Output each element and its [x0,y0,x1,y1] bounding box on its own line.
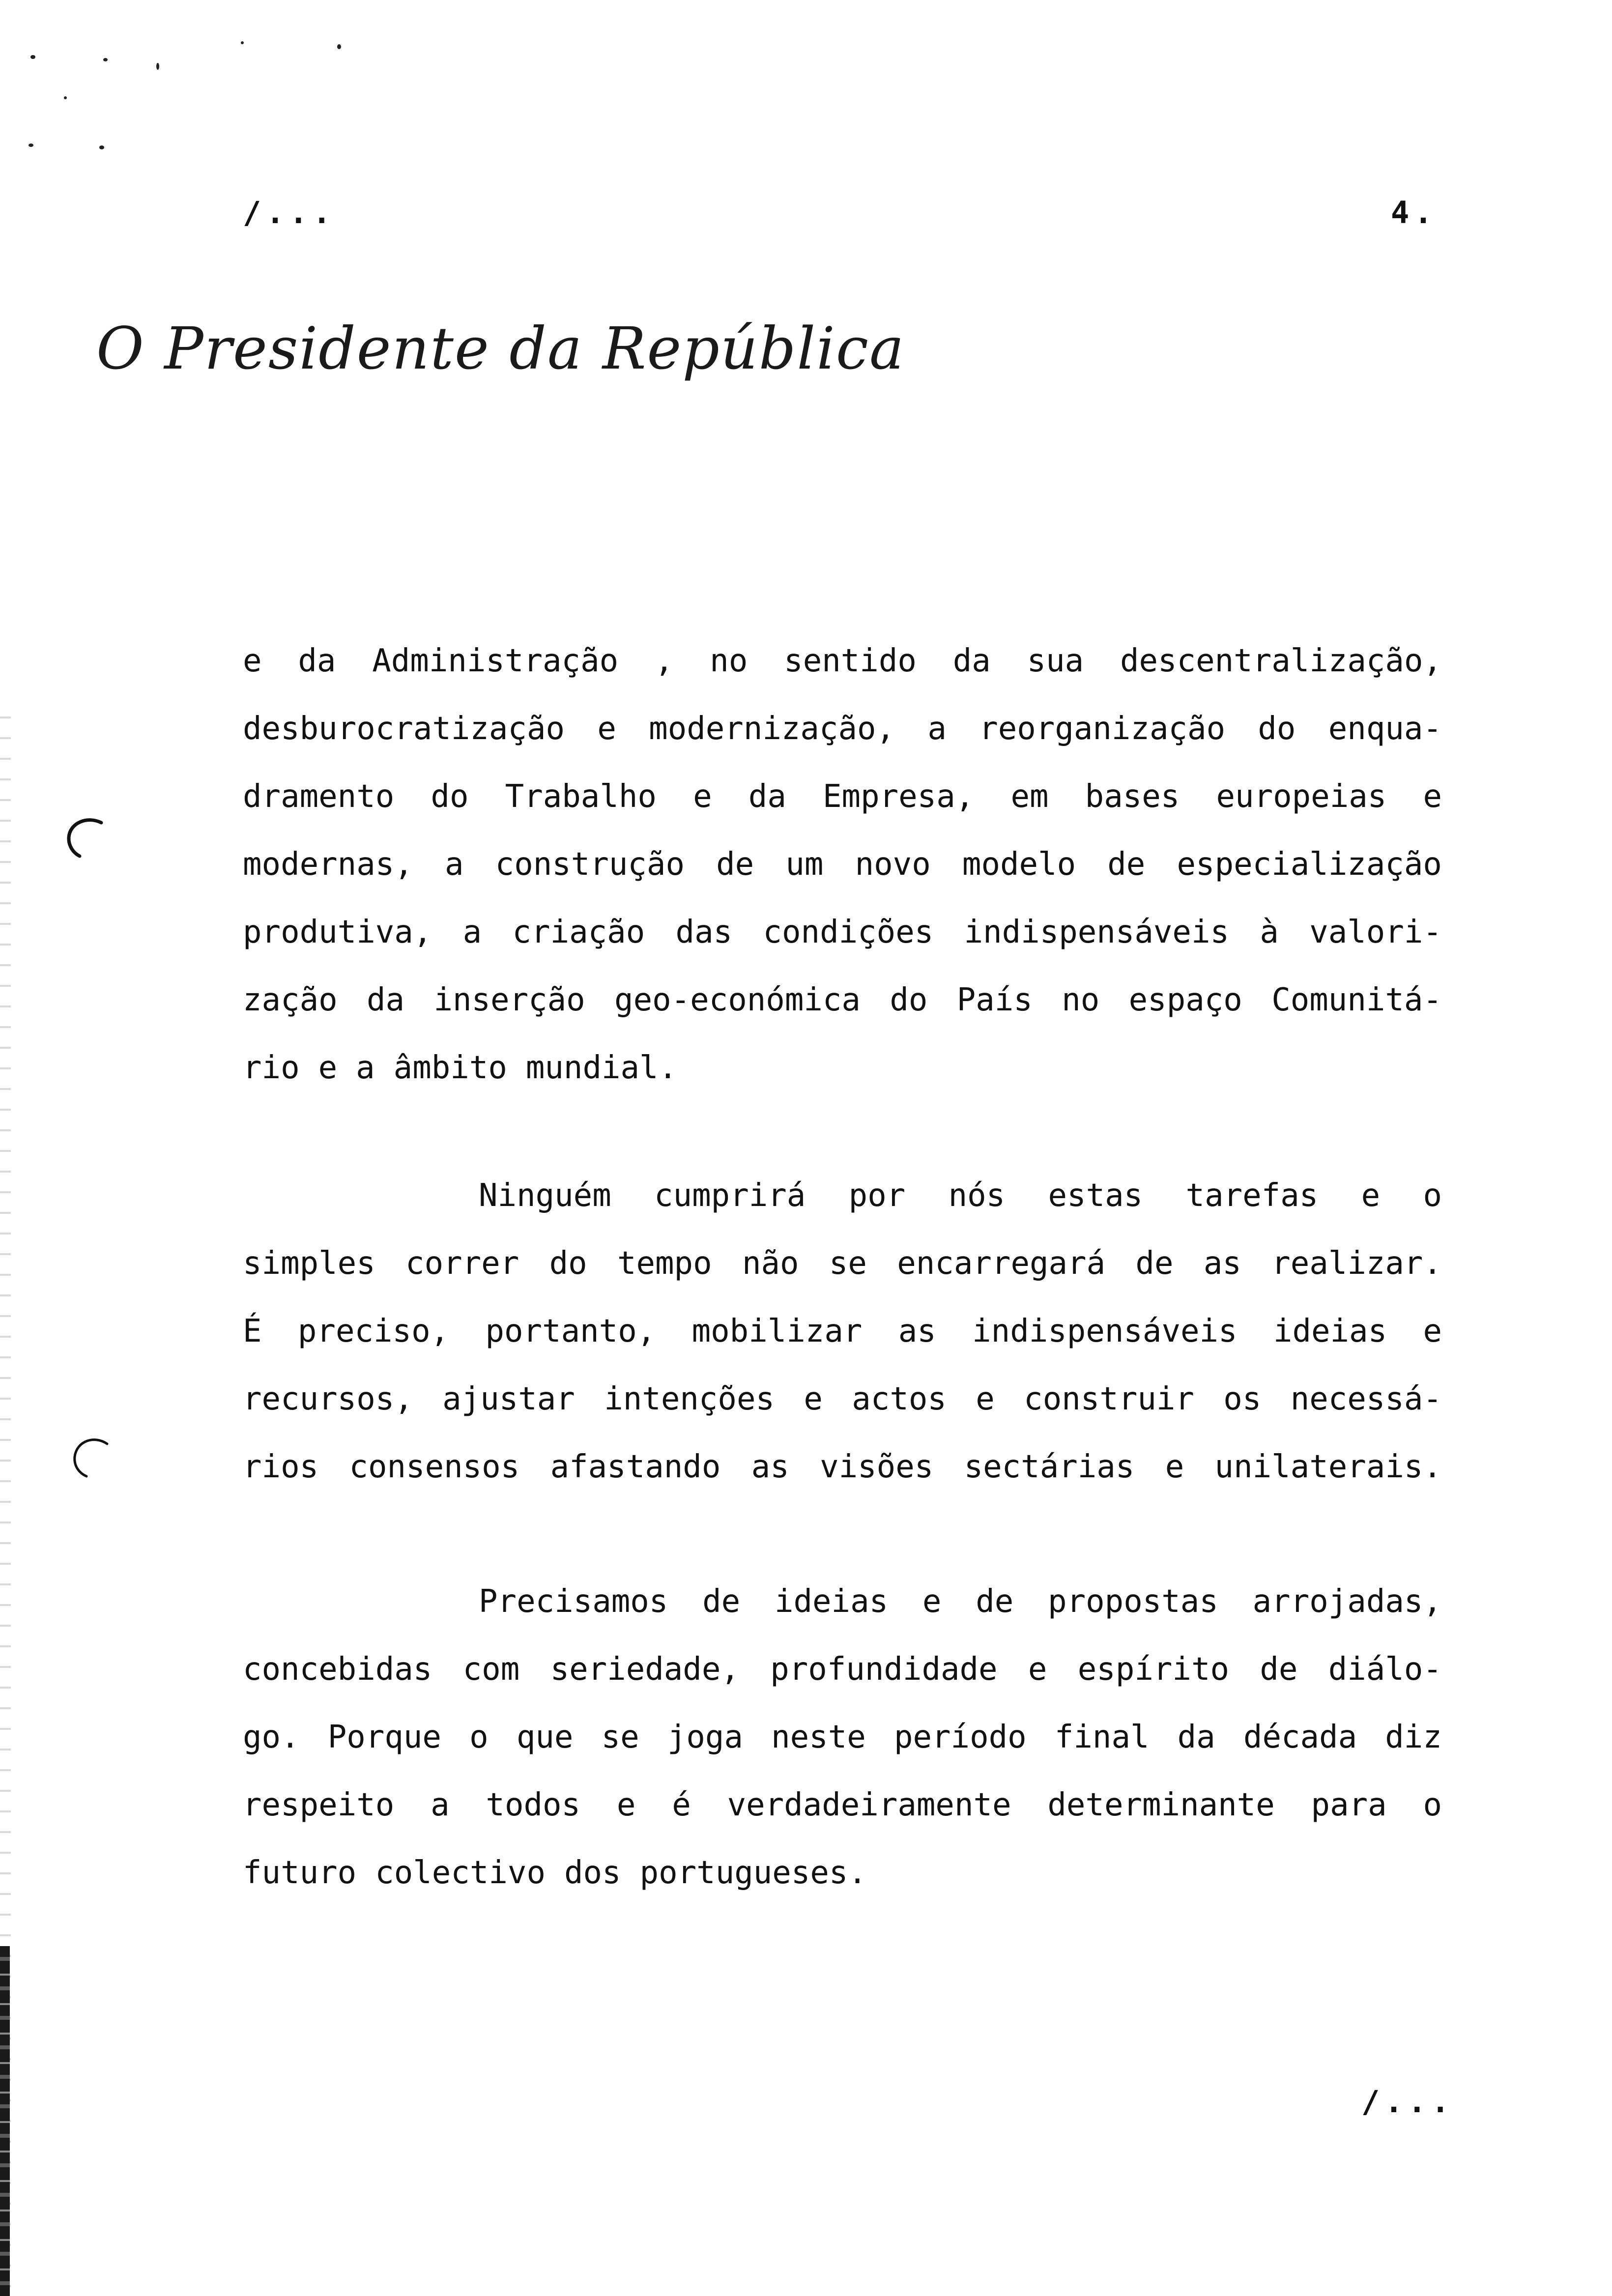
text-word: indispensáveis [972,1313,1238,1349]
text-word: e [1028,1651,1047,1688]
text-word: da [748,778,786,815]
text-word: Ninguém [479,1177,611,1214]
text-word: reorganização [979,711,1226,747]
text-word: do [431,778,469,815]
text-line [243,1636,1442,1703]
text-word: tempo [617,1245,712,1282]
text-word: ideias [1273,1313,1387,1349]
text-word: se [829,1245,867,1282]
text-word: joga [667,1719,743,1755]
text-word: as [1203,1245,1241,1282]
text-word: diálo- [1328,1651,1442,1688]
text-word: realizar. [1271,1245,1442,1282]
text-word: verdadeiramente [727,1787,1011,1823]
text-word: País [956,982,1033,1018]
text-word: Porque [327,1719,441,1755]
text-word: sectárias [964,1449,1135,1485]
text-word: de [702,1583,741,1620]
text-word: modernas, [243,846,413,883]
text-word: espaço [1128,982,1242,1018]
text-word: afastando [550,1449,721,1485]
text-word: desburocratização [243,711,565,747]
text-word: , [654,643,674,679]
text-line [243,1839,1442,1907]
text-word: do [1258,711,1296,747]
text-word: construção [495,846,685,883]
text-word: mobilizar [691,1313,863,1349]
text-word: de [1107,846,1146,883]
text-word: de [1260,1651,1298,1688]
scan-speck [64,96,67,99]
text-word: inserção [433,982,585,1018]
text-word: Empresa, [823,778,975,815]
text-word: período [893,1719,1027,1755]
text-word: propostas [1048,1583,1218,1620]
text-word: e [318,1050,338,1086]
text-word: correr [405,1245,519,1282]
text-word: Precisamos [479,1583,668,1620]
text-word: valori- [1309,914,1442,950]
text-word: neste [771,1719,866,1755]
text-word: e [243,643,262,679]
text-line [243,898,1442,966]
text-word: por [848,1177,906,1214]
text-word: com [462,1651,520,1688]
text-line [243,1034,1442,1102]
text-line [243,1230,1442,1297]
text-word: de [976,1583,1014,1620]
text-word: modelo [962,846,1076,883]
text-word: produtiva, [243,914,432,950]
text-word: dos [564,1855,621,1891]
footer-continuation-mark: /... [1361,2084,1455,2120]
text-word: os [1223,1381,1262,1417]
text-word: o [469,1719,489,1755]
text-word: e [804,1381,823,1417]
text-word: estas [1048,1177,1143,1214]
text-word: da [952,643,991,679]
text-word: o [1423,1177,1442,1214]
text-word: rio [243,1050,300,1086]
text-word: enqua- [1328,711,1442,747]
text-word: visões [820,1449,934,1485]
text-word: seriedade, [550,1651,740,1688]
text-word: futuro [243,1855,357,1891]
text-word: do [549,1245,587,1282]
letterhead [96,315,905,413]
text-word: a [356,1050,375,1086]
text-word: do [890,982,928,1018]
text-word: e [693,778,712,815]
punch-hole-icon [63,816,107,860]
text-word: é [672,1787,691,1823]
text-word: década [1243,1719,1357,1755]
text-word: e [597,711,616,747]
letterhead-title: O Presidente da República [96,315,905,382]
text-word: indispensáveis [964,914,1230,950]
text-word: a [462,914,482,950]
text-word: ideias [774,1583,889,1620]
text-word: necessá- [1290,1381,1442,1417]
text-word: à [1260,914,1279,950]
text-word: bases [1085,778,1180,815]
text-word: o [1423,1787,1442,1823]
text-word: portugueses. [639,1855,867,1891]
text-line [243,1365,1442,1433]
text-word: ajustar [442,1381,575,1417]
text-word: zação [243,982,338,1018]
text-word: intenções [604,1381,775,1417]
text-word: construir [1024,1381,1194,1417]
text-word: se [601,1719,639,1755]
text-word: recursos, [243,1381,413,1417]
text-word: Comunitá- [1271,982,1442,1018]
text-word: da [1177,1719,1215,1755]
text-line [243,695,1442,763]
text-word: actos [852,1381,947,1417]
text-word: e [1361,1177,1381,1214]
text-word: modernização, [649,711,895,747]
text-word: mundial. [525,1050,678,1086]
text-word: da [367,982,405,1018]
text-word: respeito [243,1787,395,1823]
text-word: e [976,1381,995,1417]
text-word: e [1423,1313,1442,1349]
scan-edge-shadow [0,1946,10,2296]
text-word: encarregará [897,1245,1106,1282]
text-word: É [243,1313,262,1349]
text-word: sentido [784,643,917,679]
text-word: especialização [1177,846,1442,883]
scan-speck [103,58,108,61]
text-word: a [444,846,464,883]
text-word: colectivo [375,1855,546,1891]
text-word: sua [1027,643,1084,679]
text-word: no [1062,982,1100,1018]
text-word: novo [855,846,931,883]
text-word: a [927,711,947,747]
text-word: e [1165,1449,1184,1485]
scan-speck [156,63,159,70]
text-word: todos [486,1787,581,1823]
text-word: descentralização, [1120,643,1442,679]
text-word: profundidade [770,1651,998,1688]
text-word: concebidas [243,1651,432,1688]
paragraph-1 [243,627,1442,1102]
text-word: que [516,1719,574,1755]
punch-hole-icon [68,1435,112,1479]
text-word: para [1311,1787,1387,1823]
text-line [243,966,1442,1034]
text-line [243,1433,1442,1501]
text-word: diz [1385,1719,1442,1755]
text-line [243,1703,1442,1771]
text-word: dramento [243,778,395,815]
scan-speck [337,44,341,49]
text-line [243,831,1442,898]
text-word: um [785,846,824,883]
text-word: tarefas [1185,1177,1319,1214]
paragraph-2 [243,1162,1442,1501]
text-word: criação [512,914,645,950]
text-line [243,627,1442,695]
text-word: determinante [1047,1787,1275,1823]
text-word: e [1423,778,1442,815]
text-line [243,763,1442,831]
text-word: unilaterais. [1214,1449,1442,1485]
text-word: final [1054,1719,1150,1755]
text-word: de [1135,1245,1174,1282]
text-word: condições [763,914,934,950]
text-word: go. [243,1719,300,1755]
page-number: 4. [1391,195,1438,230]
text-word: rios [243,1449,319,1485]
text-line [243,1297,1442,1365]
text-word: a [431,1787,450,1823]
text-word: consensos [349,1449,520,1485]
text-line [243,1162,1442,1230]
scan-speck [30,55,35,59]
text-word: em [1010,778,1049,815]
scan-speck [29,144,33,147]
text-word: cumprirá [654,1177,806,1214]
text-word: e [922,1583,942,1620]
text-word: das [675,914,733,950]
text-word: europeias [1216,778,1387,815]
text-word: geo-económica [614,982,861,1018]
text-word: portanto, [485,1313,656,1349]
text-word: nós [948,1177,1006,1214]
text-word: não [742,1245,799,1282]
scan-speck [241,41,244,44]
text-word: âmbito [393,1050,507,1086]
text-word: as [898,1313,936,1349]
text-word: espírito [1077,1651,1230,1688]
text-word: simples [243,1245,375,1282]
text-word: no [710,643,748,679]
text-word: preciso, [297,1313,450,1349]
header-continuation-mark: /... [243,195,336,230]
text-word: Administração [372,643,619,679]
text-line [243,1568,1442,1636]
text-word: arrojadas, [1252,1583,1442,1620]
text-word: as [751,1449,789,1485]
paragraph-3 [243,1568,1442,1907]
text-word: Trabalho [505,778,657,815]
text-word: de [716,846,754,883]
text-line [243,1771,1442,1839]
text-word: e [616,1787,636,1823]
text-word: da [298,643,336,679]
scan-speck [99,145,104,149]
